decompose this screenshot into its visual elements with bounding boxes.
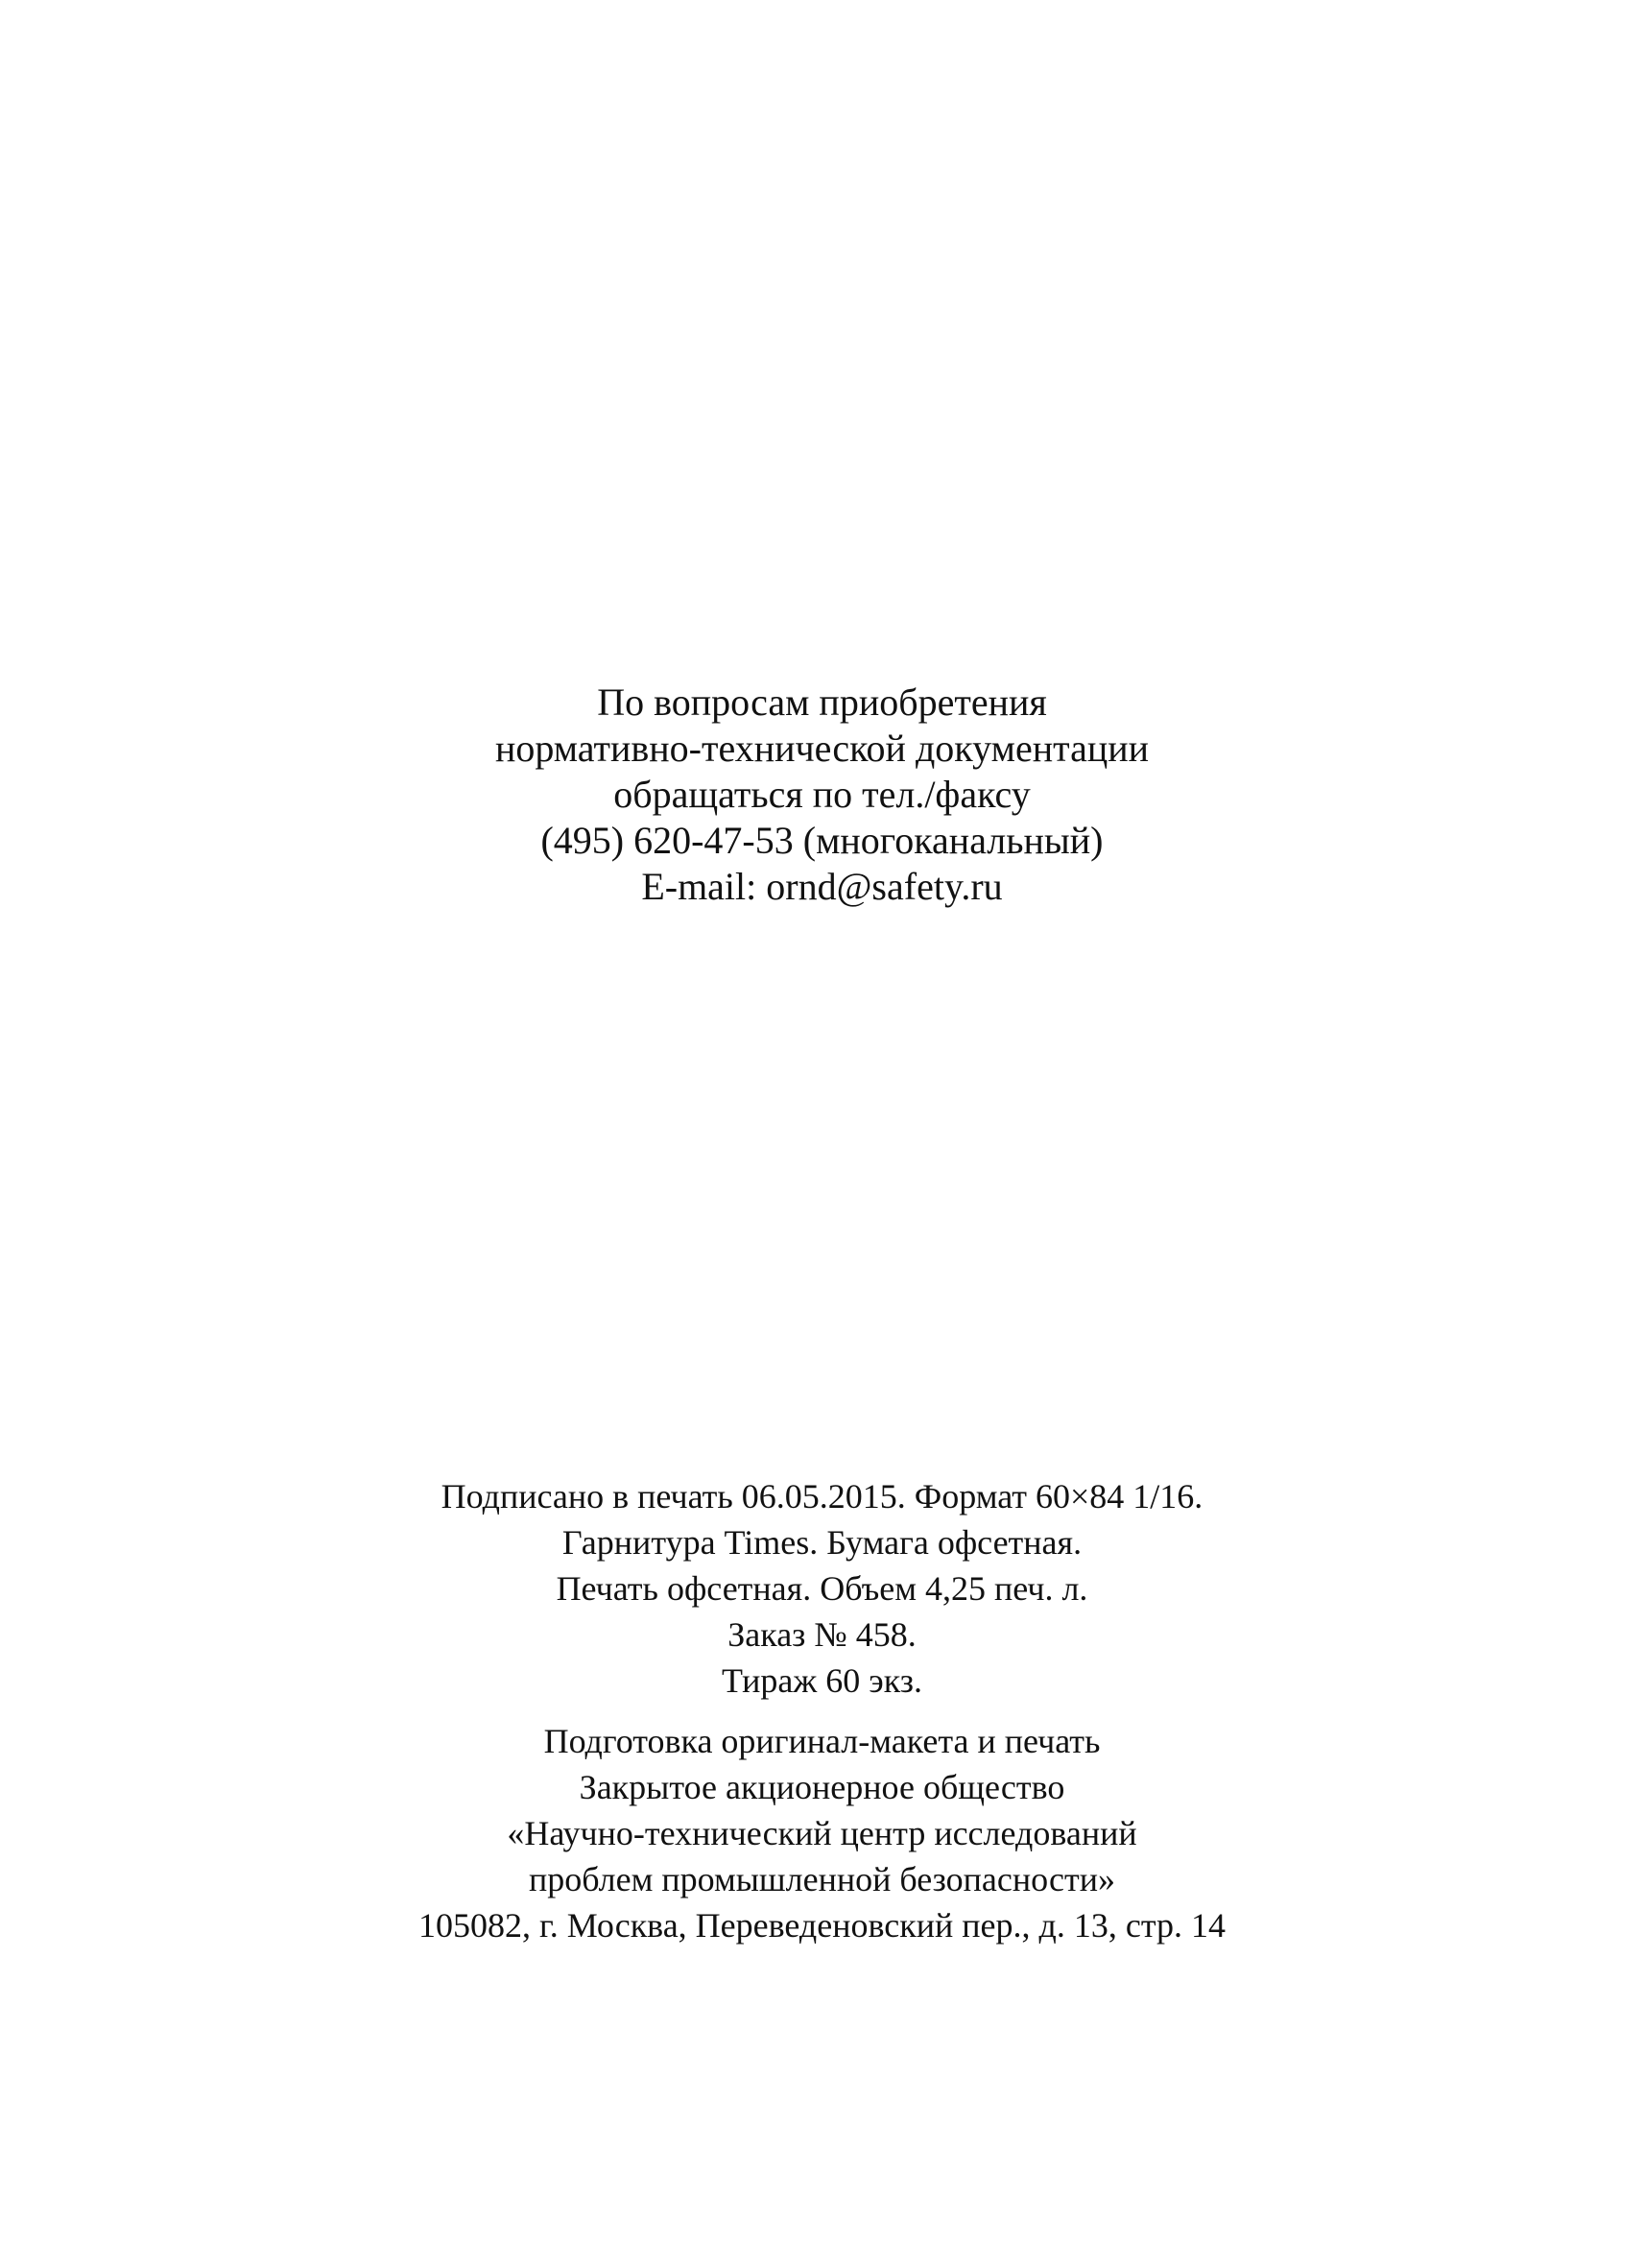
contact-line-purchase: По вопросам приобретения [597,680,1047,724]
printer-preparation: Подготовка оригинал-макета и печать [543,1722,1101,1760]
imprint-circulation: Тираж 60 экз. [722,1661,922,1700]
contact-email: E-mail: ornd@safety.ru [641,865,1003,908]
contact-line-phone-fax-label: обращаться по тел./факсу [613,773,1031,816]
contact-info-block [0,680,1644,910]
printer-company-type: Закрытое акционерное общество [579,1768,1065,1806]
imprint-print-volume: Печать офсетная. Объем 4,25 печ. л. [556,1569,1088,1608]
printer-address: 105082, г. Москва, Переведеновский пер., д. 13, стр. 14 [418,1906,1226,1945]
printer-info-block [0,1718,1644,1948]
contact-line-documentation: нормативно-технической документации [494,727,1150,770]
printer-company-name-line2: проблем промышленной безопасности» [528,1860,1116,1898]
contact-phone-number: (495) 620-47-53 (многоканальный) [540,819,1104,862]
imprint-block [0,1473,1644,1704]
printer-company-name-line1: «Научно-технический центр исследований [507,1814,1137,1852]
imprint-order-number: Заказ № 458. [727,1615,917,1654]
imprint-signed-format: Подписано в печать 06.05.2015. Формат 60×84 1/16. [441,1477,1203,1516]
imprint-typeface-paper: Гарнитура Times. Бумага офсетная. [561,1523,1083,1562]
